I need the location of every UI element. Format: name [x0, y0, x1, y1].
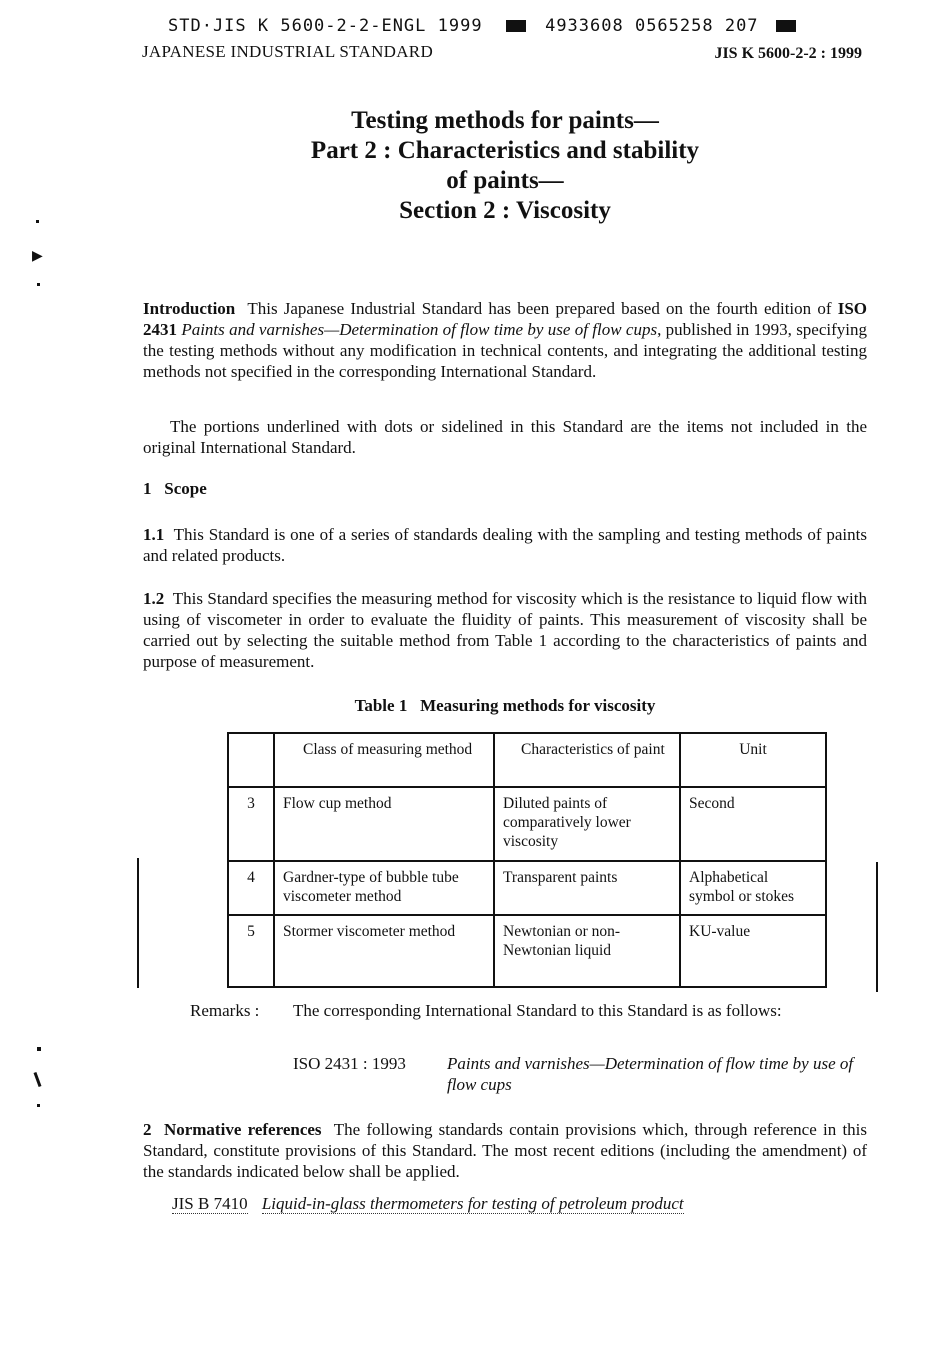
table-1-caption — [0, 696, 950, 716]
section-2-paragraph — [143, 1119, 867, 1182]
clause-1-2-text: This Standard specifies the measuring method for viscosity which is the resistance to liquid flow with using of viscometer in order to evaluate the fluidity of paints. This measurement of viscosity shall be carried out by selecting the suitable method from Table 1 according to the characteristics of paints and purpose of measurement. — [143, 589, 867, 671]
table-cell-method: Gardner-type of bubble tube viscometer method — [274, 861, 494, 915]
clause-1-2 — [143, 588, 867, 672]
stamp-right: 4933608 0565258 207 — [545, 16, 759, 36]
introduction-paragraph-2: The portions underlined with dots or sidelined in this Standard are the items not included in the original International Standard. — [143, 417, 867, 457]
stamp-block-mark — [506, 20, 526, 32]
section-2-text: The following standards contain provisions which, through reference in this Standard, constitute provisions of this Standard. The most recent editions (including the amendment) of the standards indicated below shall be applied. — [143, 1120, 868, 1181]
introduction-iso-code: ISO 2431 — [143, 299, 868, 339]
title-line-3: of paints— — [446, 167, 564, 194]
scan-arrow-mark: ▶ — [32, 249, 43, 264]
title-line-1: Testing methods for paints— — [351, 107, 659, 134]
table-cell-characteristics: Diluted paints of comparatively lower viscosity — [494, 787, 680, 861]
introduction-text-1: This Japanese Industrial Standard has been prepared based on the fourth edition of — [247, 299, 832, 318]
sideline-right — [876, 862, 878, 992]
table-header-characteristics: Characteristics of paint — [494, 733, 680, 787]
table-cell-unit: Alphabetical symbol or stokes — [680, 861, 826, 915]
scan-dot-mark — [37, 1047, 41, 1051]
table-cell-unit: Second — [680, 787, 826, 861]
table-row — [228, 861, 826, 915]
title-line-4: Section 2 : Viscosity — [399, 197, 611, 224]
clause-1-1 — [143, 524, 867, 566]
reference-code: JIS B 7410 — [172, 1194, 248, 1213]
section-1-number: 1 — [143, 479, 152, 498]
table-cell-number: 3 — [228, 787, 274, 861]
table-cell-method: Flow cup method — [274, 787, 494, 861]
reference-title: Liquid-in-glass thermometers for testing of petroleum product — [261, 1194, 684, 1213]
document-title — [0, 106, 950, 226]
introduction-text-2: , published in 1993, specifying the testing methods without any modification in technical contents, and integrating the additional testing methods not specified in the corresponding International Standard. — [143, 320, 868, 381]
introduction-iso-title: Paints and varnishes—Determination of flow time by use of flow cups — [181, 320, 658, 339]
table-header-row — [228, 733, 826, 787]
stamp-left: STD·JIS K 5600-2-2-ENGL 1999 — [168, 16, 483, 36]
document-stamp — [168, 16, 796, 36]
table-row — [228, 915, 826, 987]
section-1-heading — [143, 479, 207, 499]
header-standard-number: JIS K 5600-2-2 : 1999 — [714, 45, 862, 62]
table-cell-characteristics: Transparent paints — [494, 861, 680, 915]
introduction-label: Introduction — [143, 299, 236, 318]
table-header-empty — [228, 733, 274, 787]
table-header-unit: Unit — [680, 733, 826, 787]
title-line-2: Part 2 : Characteristics and stability — [310, 137, 700, 164]
remarks-text: The corresponding International Standard to this Standard is as follows: — [293, 1001, 782, 1020]
section-2-number: 2 — [143, 1120, 152, 1139]
remarks-ref-title: Paints and varnishes—Determination of flow time by use of flow cups — [447, 1054, 854, 1094]
section-2-heading: Normative references — [163, 1120, 322, 1139]
section-1-title: Scope — [164, 479, 207, 498]
table-cell-method: Stormer viscometer method — [274, 915, 494, 987]
viscosity-methods-table — [227, 732, 827, 988]
sideline-left — [137, 858, 139, 988]
clause-1-1-text: This Standard is one of a series of standards dealing with the sampling and testing methods of paints and related products. — [143, 525, 867, 565]
remarks-ref-code: ISO 2431 : 1993 — [293, 1054, 406, 1073]
clause-1-2-number: 1.2 — [143, 589, 165, 608]
clause-1-1-number: 1.1 — [143, 525, 165, 544]
normative-reference-item — [172, 1194, 684, 1214]
table-row — [228, 787, 826, 861]
table-cell-characteristics: Newtonian or non-Newtonian liquid — [494, 915, 680, 987]
table-cell-number: 5 — [228, 915, 274, 987]
table-header-method: Class of measuring method — [274, 733, 494, 787]
table-1-title: Measuring methods for viscosity — [420, 696, 656, 715]
remarks-label: Remarks : — [190, 1001, 260, 1020]
scan-dot-mark — [36, 220, 39, 223]
header-standard-type: JAPANESE INDUSTRIAL STANDARD — [142, 42, 434, 61]
table-cell-unit: KU-value — [680, 915, 826, 987]
introduction-paragraph — [143, 298, 867, 382]
table-cell-number: 4 — [228, 861, 274, 915]
table-1-number: Table 1 — [354, 696, 408, 715]
scan-tick-mark — [34, 1072, 42, 1087]
stamp-block-mark-end — [776, 20, 796, 32]
scan-dot-mark — [37, 283, 40, 286]
scan-dot-mark — [37, 1104, 40, 1107]
